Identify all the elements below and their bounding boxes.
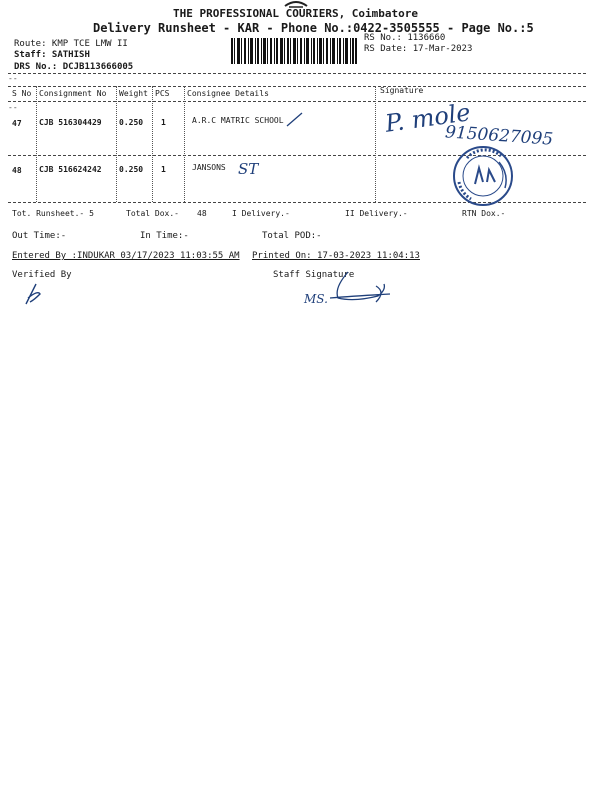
- verified-by-label: Verified By: [12, 270, 72, 280]
- entered-by: Entered By :INDUKAR 03/17/2023 11:03:55 AM: [12, 251, 240, 261]
- rtn-dox: RTN Dox.-: [462, 209, 506, 218]
- row-weight: 0.250: [119, 118, 144, 127]
- staff-signature-text: MS.: [304, 292, 328, 306]
- col-header-pcs: PCS: [155, 89, 170, 98]
- divider-marks: --: [8, 103, 18, 112]
- divider: [8, 73, 586, 74]
- route-label: Route: KMP TCE LMW II: [14, 39, 128, 49]
- institution-seal-icon: [447, 144, 519, 208]
- column-separator: [184, 86, 185, 202]
- row-pcs: 1: [161, 165, 166, 174]
- total-pod: Total POD:-: [262, 231, 322, 241]
- handwritten-signature: P. mole: [383, 98, 473, 138]
- total-dox-value: 48: [197, 209, 207, 218]
- staff-label: Staff: SATHISH: [14, 50, 90, 60]
- rs-number: RS No.: 1136660: [364, 33, 446, 43]
- in-time: In Time:-: [140, 231, 189, 241]
- row-consignee: A.R.C MATRIC SCHOOL: [192, 116, 284, 125]
- total-dox-label: Total Dox.-: [126, 209, 179, 218]
- col-header-consignment: Consignment No: [39, 89, 107, 98]
- row-weight: 0.250: [119, 165, 144, 174]
- row-sno: 48: [12, 166, 22, 175]
- staff-signature-icon: [324, 268, 394, 308]
- row-sno: 47: [12, 119, 22, 128]
- row-consignee: JANSONS: [192, 163, 226, 172]
- page-subtitle: Delivery Runsheet - KAR - Phone No.:0422-3505555 - Page No.:5: [93, 21, 534, 35]
- verified-signature-icon: [22, 280, 46, 306]
- ii-delivery: II Delivery.-: [345, 209, 408, 218]
- column-separator: [36, 86, 37, 202]
- column-separator: [152, 86, 153, 202]
- divider: [8, 101, 586, 102]
- tot-runsheet: Tot. Runsheet.- 5: [12, 209, 94, 218]
- col-header-weight: Weight: [119, 89, 148, 98]
- printed-on: Printed On: 17-03-2023 11:04:13: [252, 251, 420, 261]
- column-separator: [116, 86, 117, 202]
- i-delivery: I Delivery.-: [232, 209, 290, 218]
- handwritten-mark: ST: [238, 160, 259, 178]
- rs-date: RS Date: 17-Mar-2023: [364, 44, 473, 54]
- out-time: Out Time:-: [12, 231, 67, 241]
- divider-marks: --: [8, 74, 18, 83]
- drs-number: DRS No.: DCJB113666005: [14, 62, 134, 72]
- col-header-sno: S No: [12, 89, 32, 98]
- row-consignment: CJB 516624242: [39, 165, 102, 174]
- row-consignment: CJB 516304429: [39, 118, 102, 127]
- row-pcs: 1: [161, 118, 166, 127]
- column-separator: [375, 86, 376, 202]
- barcode-icon: [231, 38, 357, 64]
- divider: [8, 86, 586, 87]
- col-header-consignee: Consignee Details: [187, 89, 269, 98]
- page-title: THE PROFESSIONAL COURIERS, Coimbatore: [173, 7, 419, 20]
- handwritten-phone: 9150627095: [444, 122, 554, 150]
- col-header-signature: Signature: [380, 86, 424, 95]
- staff-signature-label: Staff Signature: [273, 270, 355, 280]
- tick-mark-icon: [286, 112, 304, 128]
